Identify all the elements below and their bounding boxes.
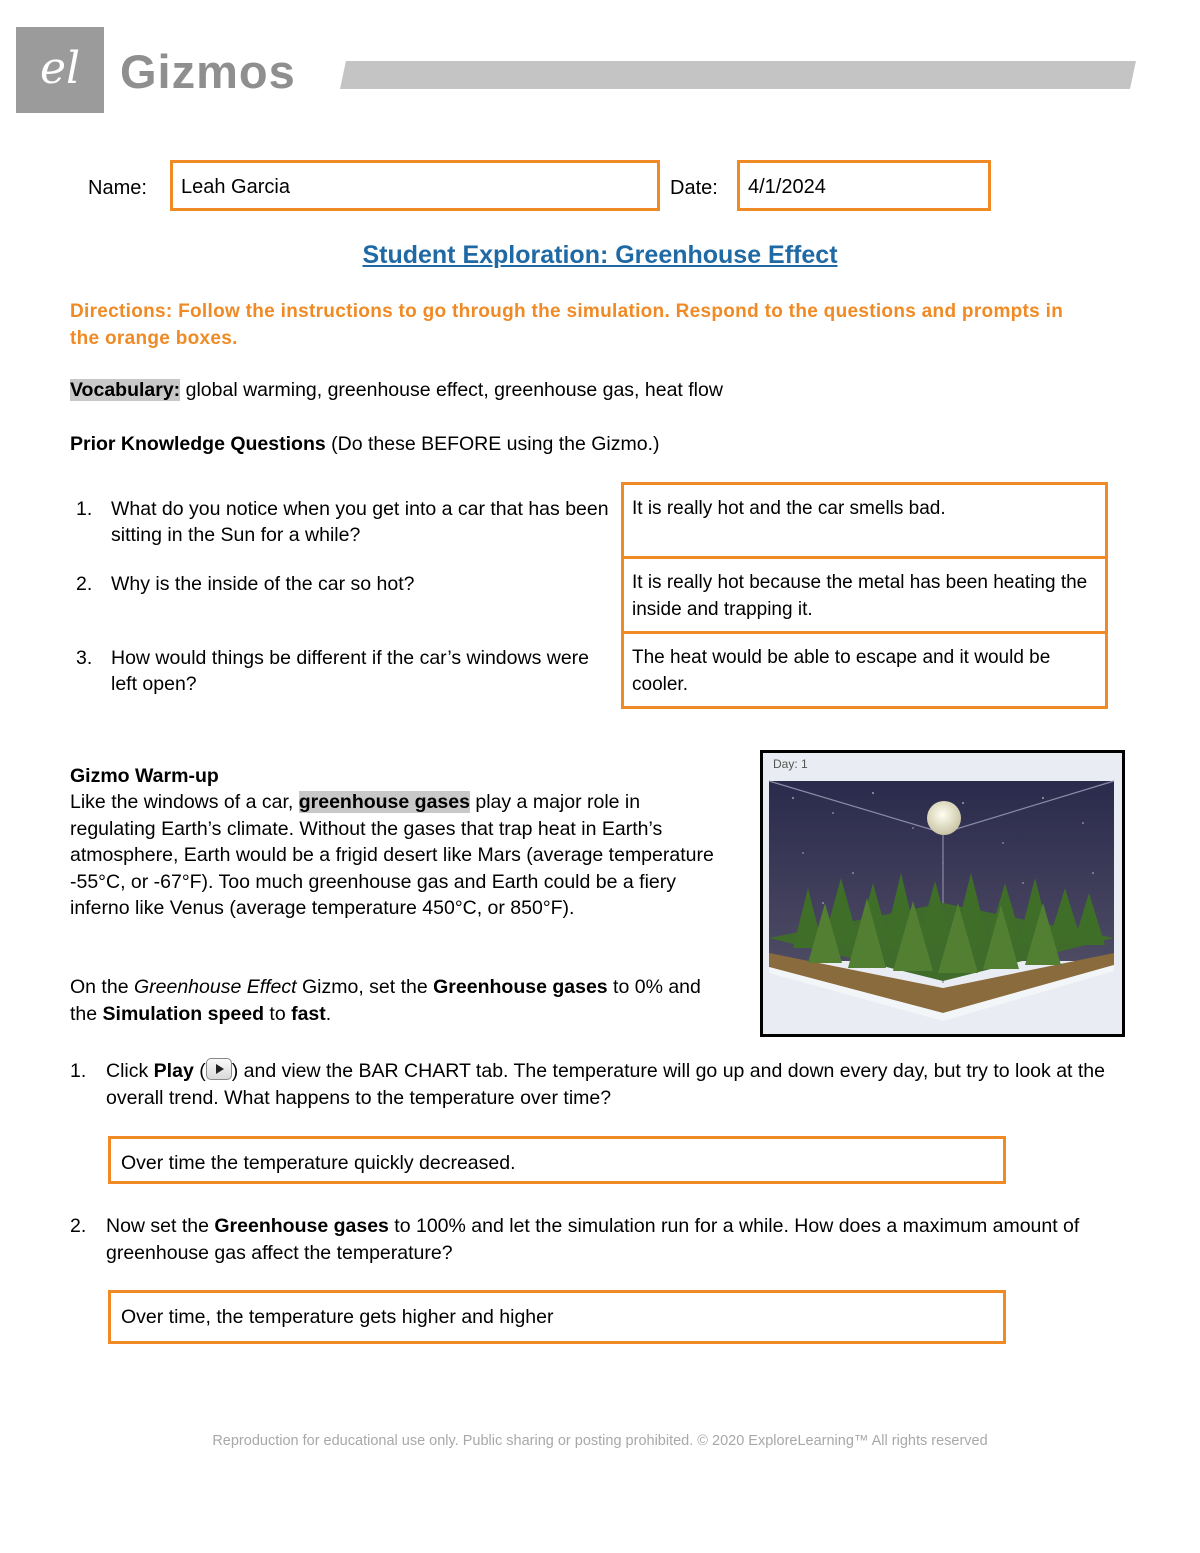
activity-question: Now set the Greenhouse gases to 100% and let the simulation run for a while. How does a maximum amount of greenhouse gas affect the temperature? — [106, 1215, 1080, 1264]
question-number: 2. — [76, 573, 93, 595]
directions-text: Directions: Follow the instructions to go through the simulation. Respond to the questions and prompts in the orange boxes. — [70, 301, 1064, 349]
question-number: 1. — [76, 498, 93, 520]
copyright-footer: Reproduction for educational use only. Public sharing or posting prohibited. © 2020 ExploreLearning™ All rights reserved — [212, 1433, 988, 1449]
answer-box[interactable]: It is really hot and the car smells bad. — [621, 482, 1108, 559]
prior-note: (Do these BEFORE using the Gizmo.) — [325, 433, 660, 455]
explorelearning-logo: el — [16, 27, 104, 113]
question-text: Why is the inside of the car so hot? — [111, 573, 415, 595]
greenhouse-scene-illustration — [763, 753, 1122, 1034]
activity-question: Click Play ( ) and view the BAR CHART tab. The temperature will go up and down every day, but try to look at the overall trend. What happens to the temperature over time? — [106, 1060, 1105, 1109]
page-title: Student Exploration: Greenhouse Effect — [362, 241, 838, 269]
answer-box[interactable]: Over time the temperature quickly decreased. — [108, 1136, 1006, 1184]
question-text: How would things be different if the car’s windows were left open? — [111, 647, 589, 695]
answer-box[interactable]: It is really hot because the metal has been heating the inside and trapping it. — [621, 556, 1108, 634]
prior-heading-label: Prior Knowledge Questions — [70, 433, 326, 455]
activity-number: 2. — [70, 1215, 87, 1237]
vocabulary-line — [70, 377, 723, 404]
question-number: 3. — [76, 647, 93, 669]
vocabulary-terms: global warming, greenhouse effect, greenhouse gas, heat flow — [180, 379, 723, 401]
header-stripe — [340, 61, 1136, 89]
gizmos-brand: Gizmos — [120, 45, 296, 98]
date-label: Date: — [670, 177, 718, 199]
question-text: What do you notice when you get into a car that has been sitting in the Sun for a while? — [111, 498, 609, 546]
answer-box[interactable]: The heat would be able to escape and it would be cooler. — [621, 631, 1108, 709]
warmup-instruction: On the Greenhouse Effect Gizmo, set the Greenhouse gases to 0% and the Simulation speed to fast. — [70, 976, 701, 1025]
prior-knowledge-heading — [70, 431, 660, 458]
greenhouse-simulation-image — [760, 750, 1125, 1037]
name-label: Name: — [88, 177, 147, 199]
play-icon — [206, 1058, 232, 1080]
day-counter: Day: 1 — [773, 757, 808, 771]
warmup-heading: Gizmo Warm-up — [70, 765, 219, 787]
warmup-paragraph: Like the windows of a car, greenhouse gases play a major role in regulating Earth’s climate. Without the gases that trap heat in Earth’s atmosphere, Earth would be a frigid desert like Mars (average temperature -55°C, or -67°F). Too much greenhouse gas and Earth could be a fiery inferno like Venus (average temperature 450°C, or 850°F). — [70, 791, 714, 919]
date-field[interactable]: 4/1/2024 — [737, 160, 991, 211]
answer-box[interactable]: Over time, the temperature gets higher and higher — [108, 1290, 1006, 1344]
name-field[interactable]: Leah Garcia — [170, 160, 660, 211]
greenhouse-gases-term: greenhouse gases — [298, 791, 470, 813]
vocabulary-label: Vocabulary: — [70, 379, 181, 401]
activity-number: 1. — [70, 1060, 87, 1082]
